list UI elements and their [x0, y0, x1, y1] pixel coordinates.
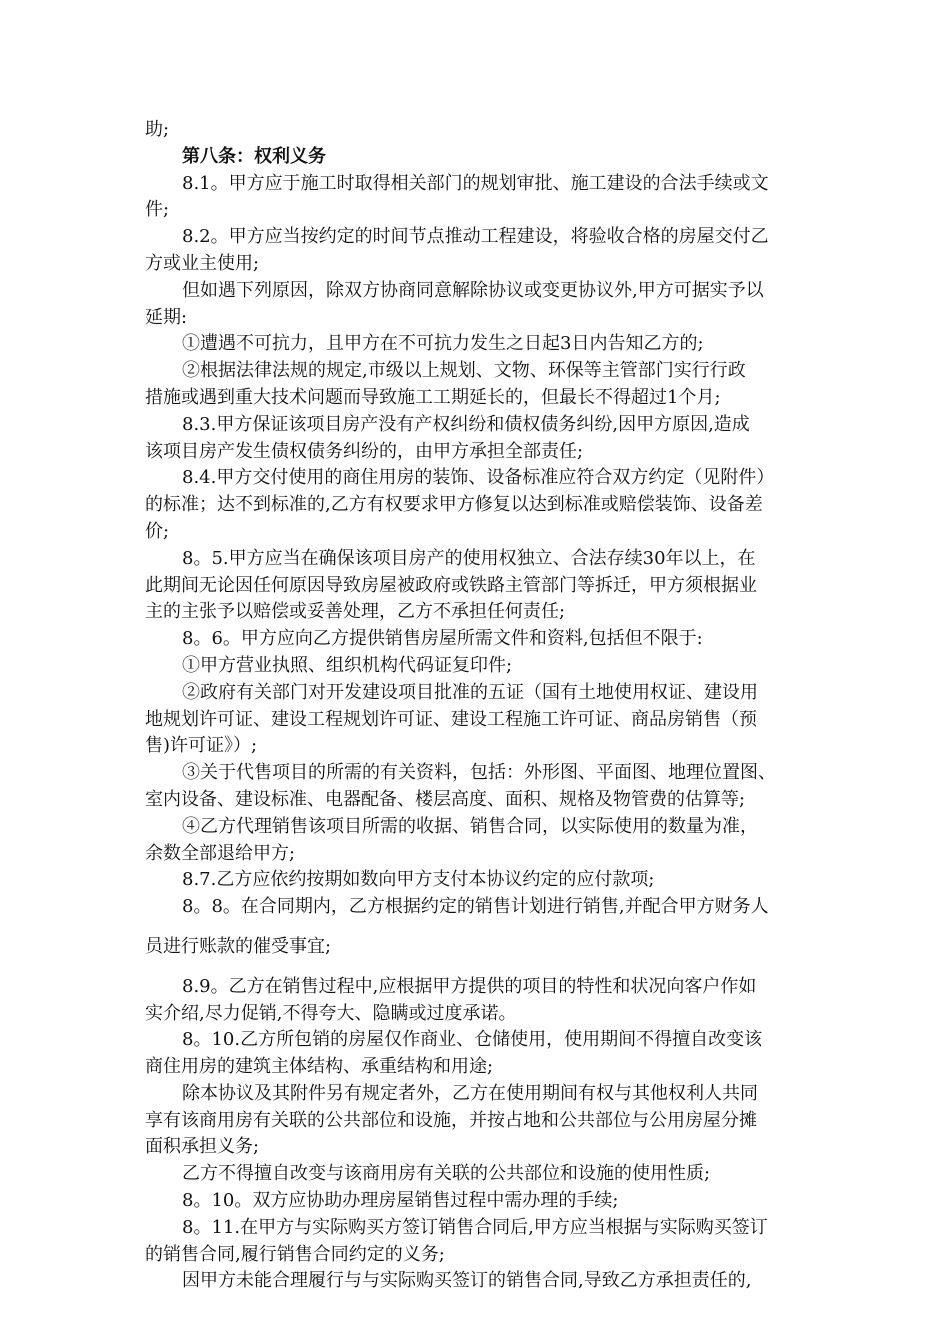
- text-line: ①甲方营业执照、组织机构代码证复印件;: [182, 654, 513, 676]
- text-line: 8.7.乙方应依约按期如数向甲方支付本协议约定的应付款项;: [182, 869, 655, 891]
- document-body: [145, 117, 813, 1295]
- text-line: ①遭遇不可抗力，且甲方在不可抗力发生之日起3日内告知乙方的;: [182, 333, 704, 355]
- text-line: 8。8。在合同期内，乙方根据约定的销售计划进行销售,并配合甲方财务人: [182, 896, 769, 918]
- text-line: 8。10。双方应协助办理房屋销售过程中需办理的手续;: [182, 1190, 619, 1212]
- text-line: ②根据法律法规的规定,市级以上规划、文物、环保等主管部门实行行政: [182, 360, 746, 382]
- text-line: 8。6。甲方应向乙方提供销售房屋所需文件和资料,包括但不限于:: [182, 628, 703, 650]
- text-line: 的标准；达不到标准的,乙方有权要求甲方修复以达到标准或赔偿装饰、设备差: [145, 494, 763, 516]
- text-line: 主的主张予以赔偿或妥善处理，乙方不承担任何责任;: [145, 601, 566, 623]
- text-line: 8。5.甲方应当在确保该项目房产的使用权独立、合法存续30年以上，在: [182, 547, 756, 569]
- text-line: 措施或遇到重大技术问题而导致施工工期延长的，但最长不得超过1个月;: [145, 386, 721, 408]
- text-line: 的销售合同,履行销售合同约定的义务;: [145, 1243, 445, 1265]
- text-line: 室内设备、建设标准、电器配备、楼层高度、面积、规格及物管费的估算等;: [145, 788, 746, 810]
- text-line: 8。10.乙方所包销的房屋仅作商业、仓储使用，使用期间不得擅自改变该: [182, 1029, 763, 1051]
- text-line: 助;: [145, 119, 170, 140]
- text-line: ②政府有关部门对开发建设项目批准的五证（国有土地使用权证、建设用: [182, 681, 758, 703]
- text-line: 余数全部退给甲方;: [145, 842, 296, 864]
- text-line: 但如遇下列原因，除双方协商同意解除协议或变更协议外,甲方可据实予以: [182, 279, 764, 301]
- text-line: 件;: [145, 199, 170, 221]
- text-line: 实介绍,尽力促销,不得夸大、隐瞒或过度承诺。: [145, 1002, 517, 1024]
- text-line: 延期:: [145, 306, 188, 328]
- text-line: 享有该商用房有关联的公共部位和设施，并按占地和公共部位与公用房屋分摊: [145, 1109, 757, 1131]
- text-line: 员进行账款的催受事宜;: [145, 935, 332, 957]
- text-line: 8.9。乙方在销售过程中,应根据甲方提供的项目的特性和状况向客户作如: [182, 975, 757, 997]
- text-line: ④乙方代理销售该项目所需的收据、销售合同，以实际使用的数量为准，: [182, 815, 758, 837]
- text-line: 8.2。甲方应当按约定的时间节点推动工程建设，将验收合格的房屋交付乙: [182, 226, 769, 248]
- text-line: 8.3.甲方保证该项目房产没有产权纠纷和债权债务纠纷,因甲方原因,造成: [182, 413, 750, 435]
- text-line: 8.1。甲方应于施工时取得相关部门的规划审批、施工建设的合法手续或文: [182, 172, 769, 194]
- text-line: 价;: [145, 520, 170, 542]
- text-line: 商住用房的建筑主体结构、承重结构和用途;: [145, 1056, 494, 1078]
- text-line: 面积承担义务;: [145, 1136, 260, 1158]
- text-line: 售)许可证》）;: [145, 735, 258, 757]
- text-line: 8。11.在甲方与实际购买方签订销售合同后,甲方应当根据与实际购买签订: [182, 1216, 768, 1238]
- text-line: 8.4.甲方交付使用的商住用房的装饰、设备标准应符合双方约定（见附件）: [182, 467, 775, 489]
- text-line: 乙方不得擅自改变与该商用房有关联的公共部位和设施的使用性质;: [182, 1163, 711, 1185]
- text-line: 因甲方未能合理履行与与实际购买签订的销售合同,导致乙方承担责任的,: [182, 1270, 752, 1292]
- text-line: 此期间无论因任何原因导致房屋被政府或铁路主管部门等拆迁，甲方须根据业: [145, 574, 757, 596]
- text-line: 除本协议及其附件另有规定者外，乙方在使用期间有权与其他权利人共同: [182, 1082, 758, 1104]
- text-line: 地规划许可证、建设工程规划许可证、建设工程施工许可证、商品房销售（预: [145, 708, 757, 730]
- text-line: 方或业主使用;: [145, 252, 260, 274]
- section-heading: 第八条：权利义务: [182, 145, 326, 167]
- text-line: ③关于代售项目的所需的有关资料，包括：外形图、平面图、地理位置图、: [182, 762, 776, 784]
- text-line: 该项目房产发生债权债务纠纷的，由甲方承担全部责任;: [145, 440, 584, 462]
